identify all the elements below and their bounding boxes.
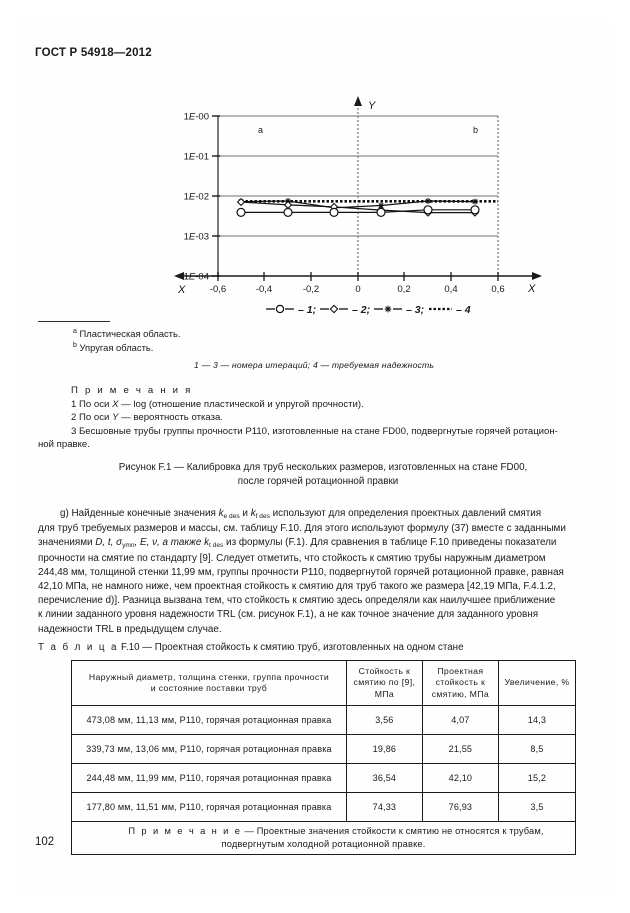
cell-description: 473,08 мм, 11,13 мм, Р110, горячая ротационная правка — [72, 706, 347, 735]
table-title — [38, 642, 464, 653]
chart-region-label-b: b — [473, 125, 479, 135]
body-line-9: надежности TRL в предыдущем случае. — [38, 623, 222, 635]
svg-text:– 2;: – 2; — [352, 304, 371, 316]
table-header-cell-collapse-std — [346, 661, 422, 706]
body-line-3: значениями D, t, $\sigma_{ymn}$, E, ν, а также $k_{t des}$ из формулы (F.1). Для сравнения в таблице F.10 приведены показатели — [38, 537, 557, 550]
chart-region-label-a: a — [258, 125, 264, 135]
svg-text:-0,6: -0,6 — [209, 284, 227, 295]
table-note-label: П р и м е ч а н и е — [128, 826, 242, 836]
document-standard-header: ГОСТ Р 54918—2012 — [35, 47, 152, 59]
note-item-3-continued: ной правке. — [38, 438, 90, 450]
cell-design-collapse: 4,07 — [422, 706, 498, 735]
note-item-1: 1 По оси X — log (отношение пластической и упругой прочности). — [71, 399, 364, 411]
table-header-cell-increase: Увеличение, % — [498, 661, 575, 706]
svg-text:0,4: 0,4 — [444, 284, 458, 295]
table-note-text: — Проектные значения стойкости к смятию не относятся к трубам, подвергнутым холодной ротационной правке. — [221, 826, 544, 849]
figure-caption-line-1: Рисунок F.1 — Калибровка для труб нескольких размеров, изготовленных на стане FD00, — [118, 462, 528, 473]
body-line-6: 42,10 МПа, не намного ниже, чем проектная стойкость к смятию для труб такого же размера [42,19 МПа, F.4.1.2, — [38, 581, 556, 593]
svg-text:-0,2: -0,2 — [302, 284, 320, 295]
svg-text:0,6: 0,6 — [491, 284, 505, 295]
footnote-marker-b: b — [73, 342, 77, 349]
body-line-7: перечисление d)]. Разница вызвана тем, что стойкость к смятию здесь определяли как наилучшее приближение — [38, 595, 556, 607]
svg-text:1E-01: 1E-01 — [183, 151, 209, 163]
cell-design-collapse: 21,55 — [422, 735, 498, 764]
body-line-1: g) Найденные конечные значения $k_{e des}$ и $k_{f des}$ используют для определения проектных давлений смятия — [60, 508, 542, 520]
header-desc-line2: и состояние поставки труб — [150, 683, 268, 693]
svg-text:– 4: – 4 — [456, 304, 471, 316]
table-note-row — [72, 822, 576, 855]
cell-design-collapse: 76,93 — [422, 793, 498, 822]
table-header-cell-design-collapse — [422, 661, 498, 706]
cell-increase: 8,5 — [498, 735, 575, 764]
cell-increase: 15,2 — [498, 764, 575, 793]
cell-collapse-std: 3,56 — [346, 706, 422, 735]
chart-x-axis-label-left: X — [178, 284, 186, 296]
svg-text:0,2: 0,2 — [397, 284, 411, 295]
footnote-marker-a: a — [73, 328, 77, 335]
svg-text:1E-02: 1E-02 — [183, 191, 209, 203]
body-line-2: для труб требуемых размеров и массы, см. таблицу F.10. Для этого используют формулу (37) вместе с заданными — [38, 523, 566, 535]
chart-y-axis-label: Y — [368, 100, 376, 112]
chart-svg — [148, 76, 568, 321]
page-number: 102 — [35, 836, 55, 848]
table-row — [72, 793, 576, 822]
svg-text:– 3;: – 3; — [406, 304, 425, 316]
cell-description: 339,73 мм, 13,06 мм, Р110, горячая ротационная правка — [72, 735, 347, 764]
figure-f1-chart — [148, 76, 568, 321]
footnote-b-text: Упругая область. — [79, 342, 154, 354]
header-c2-line2: стойкость к — [435, 677, 486, 688]
table-header-row — [72, 661, 576, 706]
table-title-label: Т а б л и ц а — [38, 642, 119, 653]
table-note-cell — [72, 822, 576, 855]
table-row — [72, 764, 576, 793]
cell-design-collapse: 42,10 — [422, 764, 498, 793]
figure-footnote-b — [73, 342, 153, 353]
note-item-2: 2 По оси Y — вероятность отказа. — [71, 412, 224, 424]
notes-title: П р и м е ч а н и я — [71, 385, 193, 396]
cell-collapse-std: 19,86 — [346, 735, 422, 764]
cell-increase: 3,5 — [498, 793, 575, 822]
table-title-rest: F.10 — Проектная стойкость к смятию труб, изготовленных на одном стане — [118, 642, 464, 653]
figure-iteration-note: 1 — 3 — номера итераций; 4 — требуемая надежность — [194, 360, 435, 370]
body-paragraph-g — [38, 507, 602, 637]
header-c2-line3: смятию, МПа — [431, 688, 490, 699]
header-desc-line1: Наружный диаметр, толщина стенки, группа прочности — [88, 671, 330, 682]
figure-notes-block — [38, 384, 598, 451]
cell-collapse-std: 36,54 — [346, 764, 422, 793]
table-body — [72, 706, 576, 855]
svg-text:1E-00: 1E-00 — [183, 111, 209, 123]
table-row — [72, 706, 576, 735]
svg-text:0: 0 — [355, 284, 361, 295]
header-c1-line2: смятию по [9], — [353, 677, 416, 688]
body-line-5: 244,48 мм, толщиной стенки 11,99 мм, группы прочности Р110, подвергнутой горячей ротационной правке, равная — [38, 566, 564, 578]
header-c2-line1: Проектная — [437, 665, 484, 676]
figure-footnote-a — [73, 328, 180, 339]
footnote-a-text: Пластическая область. — [79, 328, 181, 340]
footnote-separator-rule — [38, 321, 110, 322]
table-header — [72, 661, 576, 706]
body-line-8: к линии заданного уровня надежности TRL (см. рисунок F.1), а не как точное значение для заданного уровня — [38, 609, 539, 621]
cell-increase: 14,3 — [498, 706, 575, 735]
cell-description: 244,48 мм, 11,99 мм, Р110, горячая ротационная правка — [72, 764, 347, 793]
table-f10 — [71, 660, 576, 855]
table-row — [72, 735, 576, 764]
svg-text:-0,4: -0,4 — [255, 284, 273, 295]
svg-text:1E-03: 1E-03 — [183, 231, 209, 243]
chart-legend — [266, 304, 471, 316]
table-header-cell-description — [72, 661, 347, 706]
svg-text:– 1;: – 1; — [298, 304, 317, 316]
chart-x-axis-label-right: X — [528, 283, 536, 295]
note-axis-y-symbol: Y — [112, 412, 119, 424]
note-item-3: 3 Бесшовные трубы группы прочности Р110, изготовленные на стане FD00, подвергнутые горячей ротацион- — [71, 425, 558, 437]
cell-collapse-std: 74,33 — [346, 793, 422, 822]
body-line-4: прочности на смятие по стандарту [9]. Следует отметить, что стойкость к смятию трубы наружным диаметром — [38, 552, 546, 564]
figure-caption-line-2: после горячей ротационной правки — [237, 475, 399, 487]
svg-text:1E-04: 1E-04 — [183, 271, 209, 283]
header-c1-line3: МПа — [374, 688, 395, 699]
figure-caption — [38, 461, 598, 488]
cell-description: 177,80 мм, 11,51 мм, Р110, горячая ротационная правка — [72, 793, 347, 822]
note-axis-x-symbol: X — [112, 399, 119, 411]
header-c1-line1: Стойкость к — [358, 665, 411, 676]
chart-series-1 — [237, 206, 479, 217]
page-sheet — [18, 18, 612, 895]
